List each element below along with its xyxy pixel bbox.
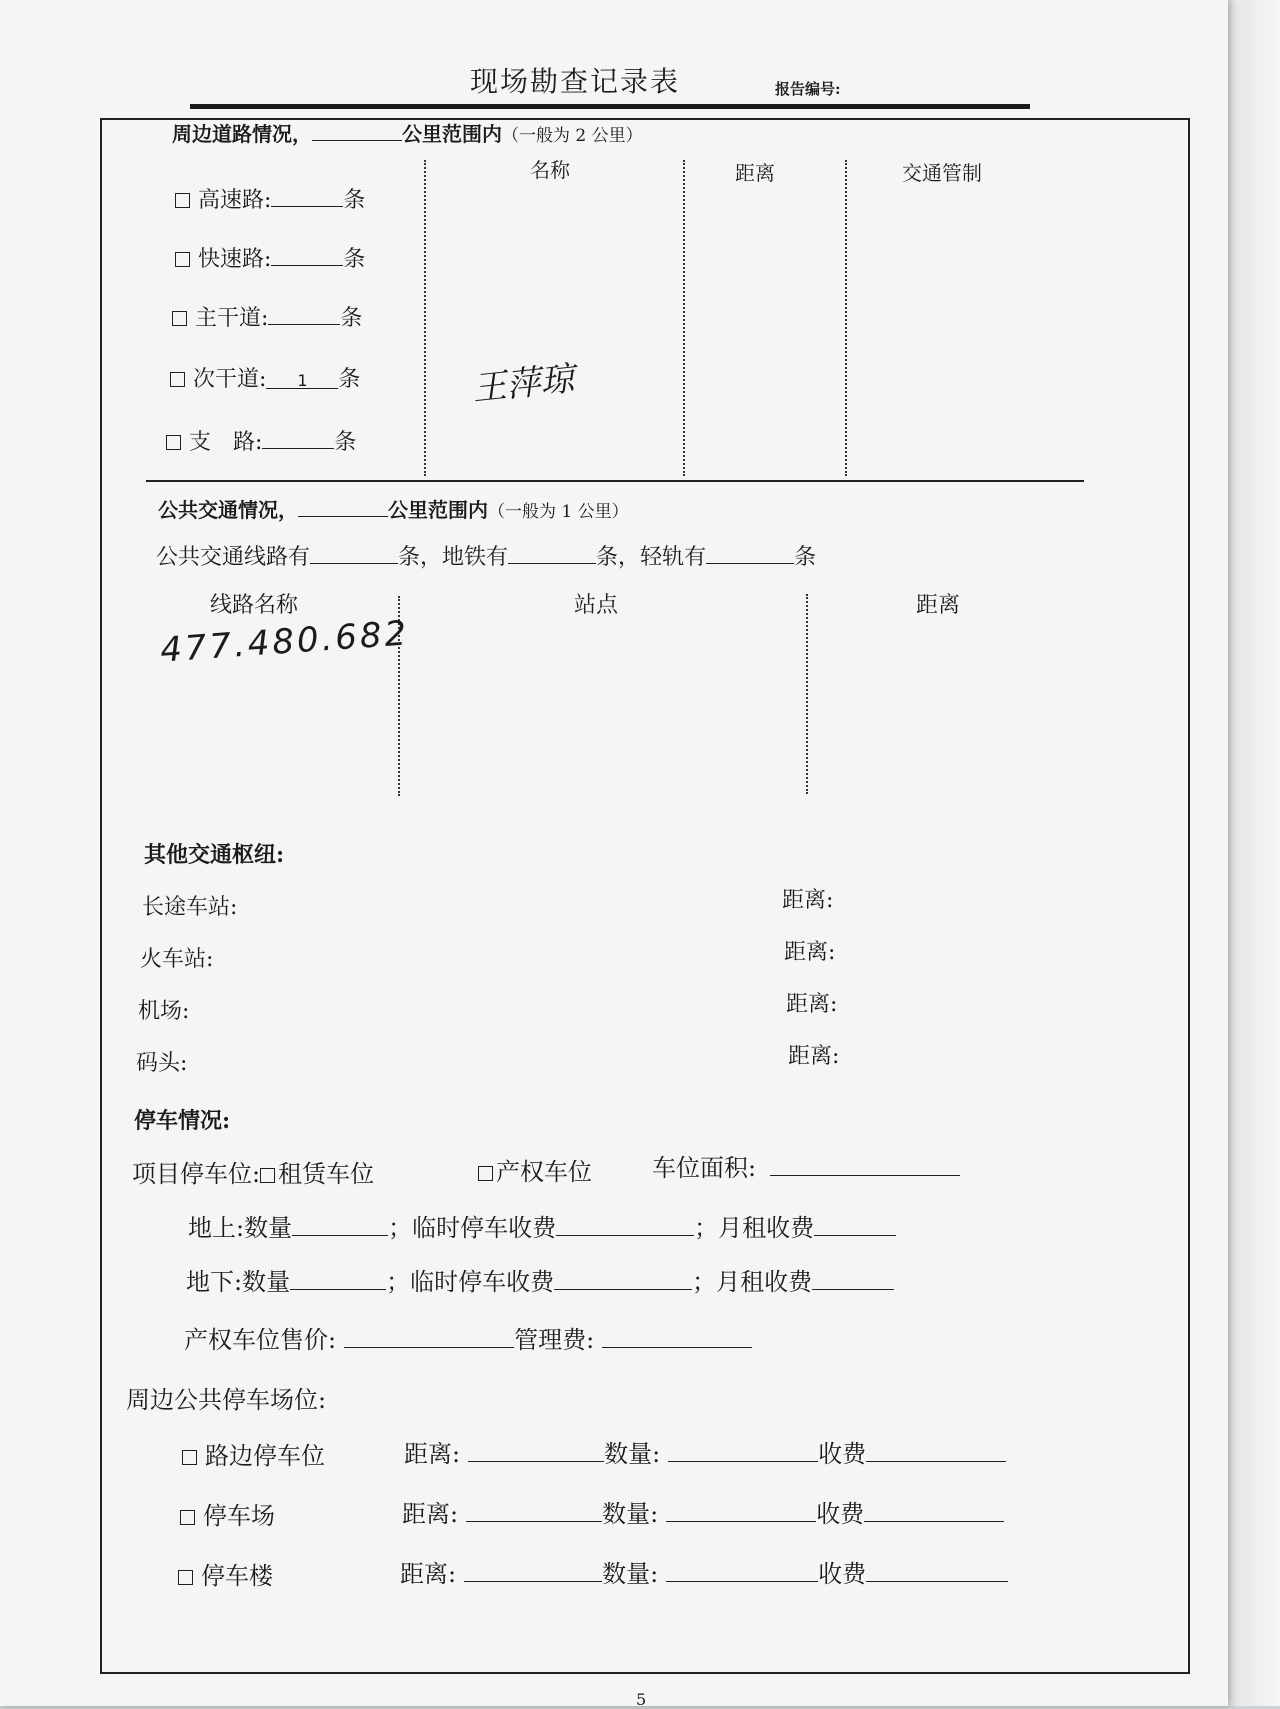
hub-airport: 机场: bbox=[138, 999, 190, 1024]
lightrail-field[interactable] bbox=[706, 540, 794, 564]
transit-range-label: 公里范围内 bbox=[388, 498, 488, 522]
road-item-label: 快速路: bbox=[198, 247, 272, 273]
road-count-field[interactable] bbox=[268, 301, 340, 325]
distance-label: 距离: bbox=[400, 1560, 457, 1588]
qty-field[interactable] bbox=[666, 1496, 816, 1522]
above-qty-field[interactable] bbox=[292, 1210, 388, 1236]
qty-label: 数量 bbox=[242, 1268, 291, 1296]
fee-field[interactable] bbox=[866, 1556, 1008, 1582]
above-temp-fee-field[interactable] bbox=[556, 1210, 694, 1236]
public-parking-item bbox=[178, 1556, 273, 1591]
above-ground-row bbox=[188, 1208, 896, 1243]
road-unit: 条 bbox=[340, 306, 363, 332]
distance-label: 距离: bbox=[404, 1440, 461, 1468]
hub-distance-label: 距离: bbox=[782, 888, 834, 913]
fee-field[interactable] bbox=[866, 1436, 1006, 1462]
qty-label: 数量: bbox=[602, 1560, 659, 1588]
road-unit: 条 bbox=[343, 188, 366, 214]
price-row bbox=[184, 1320, 752, 1355]
road-checkbox[interactable] bbox=[170, 372, 185, 387]
fee-label: 收费 bbox=[818, 1560, 867, 1588]
page-number: 5 bbox=[636, 1690, 647, 1709]
road-col-divider-3 bbox=[845, 160, 847, 476]
parking-area-label: 车位面积: bbox=[652, 1154, 757, 1182]
road-unit: 条 bbox=[338, 367, 361, 392]
hub-train-station: 火车站: bbox=[140, 947, 214, 972]
hub-long-distance-bus: 长途车站: bbox=[142, 895, 238, 920]
report-number-label: 报告编号: bbox=[775, 80, 841, 98]
distance-label: 距离: bbox=[402, 1500, 459, 1528]
transit-unit: 条， bbox=[398, 545, 443, 571]
qty-field[interactable] bbox=[668, 1436, 818, 1462]
below-qty-field[interactable] bbox=[290, 1264, 386, 1290]
hub-distance-label: 距离: bbox=[786, 992, 838, 1017]
price-field[interactable] bbox=[344, 1322, 514, 1348]
fee-label: 收费 bbox=[818, 1440, 867, 1468]
public-parking-item-label: 路边停车位 bbox=[205, 1442, 325, 1470]
hubs-heading: 其他交通枢纽: bbox=[144, 842, 285, 868]
road-item-label: 支 路: bbox=[189, 430, 263, 456]
transit-col-distance: 距离 bbox=[916, 593, 961, 618]
public-parking-fields bbox=[400, 1554, 1008, 1589]
public-parking-heading: 周边公共停车场位: bbox=[126, 1386, 327, 1414]
lightrail-label: 轻轨有 bbox=[640, 545, 707, 571]
transit-section-heading bbox=[158, 494, 629, 523]
road-unit: 条 bbox=[343, 247, 366, 273]
public-parking-checkbox[interactable] bbox=[182, 1450, 197, 1465]
temp-fee-label: ；临时停车收费 bbox=[386, 1268, 555, 1296]
road-item bbox=[170, 362, 360, 393]
parking-area-field[interactable] bbox=[770, 1150, 960, 1176]
qty-field[interactable] bbox=[666, 1556, 818, 1582]
hub-pier: 码头: bbox=[136, 1051, 188, 1076]
road-checkbox[interactable] bbox=[166, 435, 181, 450]
qty-label: 数量: bbox=[604, 1440, 661, 1468]
road-item-label: 高速路: bbox=[198, 188, 272, 214]
project-parking-row bbox=[132, 1154, 374, 1189]
title-rule bbox=[190, 104, 1030, 109]
parking-heading: 停车情况: bbox=[134, 1108, 231, 1134]
distance-field[interactable] bbox=[466, 1496, 602, 1522]
transit-counts-row bbox=[156, 540, 816, 571]
road-item bbox=[175, 183, 365, 214]
road-range-field[interactable] bbox=[312, 119, 402, 141]
project-parking-label: 项目停车位: bbox=[132, 1160, 261, 1188]
rent-option-label: 租赁车位 bbox=[278, 1160, 375, 1188]
above-monthly-fee-field[interactable] bbox=[814, 1210, 896, 1236]
road-item bbox=[172, 301, 362, 332]
road-col-divider-2 bbox=[683, 160, 685, 476]
monthly-fee-label: ；月租收费 bbox=[694, 1214, 815, 1242]
road-range-note: （一般为 2 公里） bbox=[502, 126, 643, 146]
section-divider bbox=[146, 480, 1084, 482]
road-item bbox=[175, 242, 365, 273]
temp-fee-label: ；临时停车收费 bbox=[388, 1214, 557, 1242]
public-parking-item bbox=[182, 1436, 325, 1471]
road-count-field[interactable] bbox=[271, 183, 343, 207]
transit-col-line: 线路名称 bbox=[210, 593, 299, 618]
public-parking-item-label: 停车场 bbox=[203, 1502, 275, 1530]
road-item-label: 主干道: bbox=[195, 306, 269, 332]
form-title: 现场勘查记录表 bbox=[470, 65, 681, 98]
lightrail-unit: 条 bbox=[794, 545, 817, 571]
monthly-fee-label: ；月租收费 bbox=[692, 1268, 813, 1296]
above-label: 地上: bbox=[188, 1214, 245, 1242]
road-col-divider-1 bbox=[424, 160, 426, 476]
parking-area-row bbox=[652, 1148, 960, 1183]
transit-range-field[interactable] bbox=[298, 495, 388, 517]
metro-field[interactable] bbox=[508, 540, 596, 564]
fee-label: 收费 bbox=[816, 1500, 865, 1528]
road-count-field[interactable]: 1 bbox=[266, 371, 338, 389]
public-parking-fields bbox=[404, 1434, 1006, 1469]
road-col-control: 交通管制 bbox=[902, 161, 982, 185]
handwritten-signature: 王萍琼 bbox=[470, 358, 577, 410]
road-count-field[interactable] bbox=[262, 425, 334, 449]
transit-lines-label: 公共交通线路有 bbox=[156, 545, 311, 571]
public-parking-item-label: 停车楼 bbox=[201, 1562, 273, 1590]
distance-field[interactable] bbox=[468, 1436, 604, 1462]
below-monthly-fee-field[interactable] bbox=[812, 1264, 894, 1290]
public-parking-checkbox[interactable] bbox=[178, 1570, 193, 1585]
hub-distance-label: 距离: bbox=[788, 1044, 840, 1069]
road-checkbox[interactable] bbox=[172, 311, 187, 326]
transit-col-station: 站点 bbox=[574, 593, 619, 618]
qty-label: 数量: bbox=[602, 1500, 659, 1528]
public-parking-item bbox=[180, 1496, 275, 1531]
owned-checkbox[interactable] bbox=[478, 1166, 493, 1181]
road-range-label: 公里范围内 bbox=[402, 122, 502, 146]
metro-unit: 条， bbox=[596, 545, 641, 571]
transit-heading-text: 公共交通情况， bbox=[158, 498, 298, 522]
qty-label: 数量 bbox=[244, 1214, 293, 1242]
road-unit: 条 bbox=[334, 430, 357, 456]
below-ground-row bbox=[186, 1262, 894, 1297]
handwritten-bus-lines: 477.480.682 bbox=[158, 613, 411, 671]
hub-distance-label: 距离: bbox=[784, 940, 836, 965]
road-checkbox[interactable] bbox=[175, 252, 190, 267]
public-parking-checkbox[interactable] bbox=[180, 1510, 195, 1525]
below-temp-fee-field[interactable] bbox=[554, 1264, 692, 1290]
road-col-distance: 距离 bbox=[735, 161, 775, 185]
metro-label: 地铁有 bbox=[442, 545, 509, 571]
road-checkbox[interactable] bbox=[175, 193, 190, 208]
distance-field[interactable] bbox=[464, 1556, 602, 1582]
road-col-name: 名称 bbox=[530, 158, 570, 182]
mgmt-fee-field[interactable] bbox=[602, 1322, 752, 1348]
transit-lines-field[interactable] bbox=[310, 540, 398, 564]
rent-checkbox[interactable] bbox=[260, 1168, 275, 1183]
road-heading-text: 周边道路情况， bbox=[172, 122, 312, 146]
owned-option-label: 产权车位 bbox=[496, 1158, 592, 1186]
below-label: 地下: bbox=[186, 1268, 243, 1296]
price-label: 产权车位售价: bbox=[184, 1326, 337, 1354]
transit-col-divider-2 bbox=[806, 594, 808, 794]
mgmt-fee-label: 管理费: bbox=[514, 1326, 595, 1354]
road-item bbox=[166, 425, 356, 456]
road-count-field[interactable] bbox=[271, 242, 343, 266]
owned-option bbox=[478, 1152, 592, 1187]
road-item-label: 次干道: bbox=[193, 367, 267, 392]
public-parking-fields bbox=[402, 1494, 1004, 1529]
transit-range-note: （一般为 1 公里） bbox=[488, 502, 629, 522]
fee-field[interactable] bbox=[864, 1496, 1004, 1522]
road-section-heading bbox=[172, 118, 643, 147]
